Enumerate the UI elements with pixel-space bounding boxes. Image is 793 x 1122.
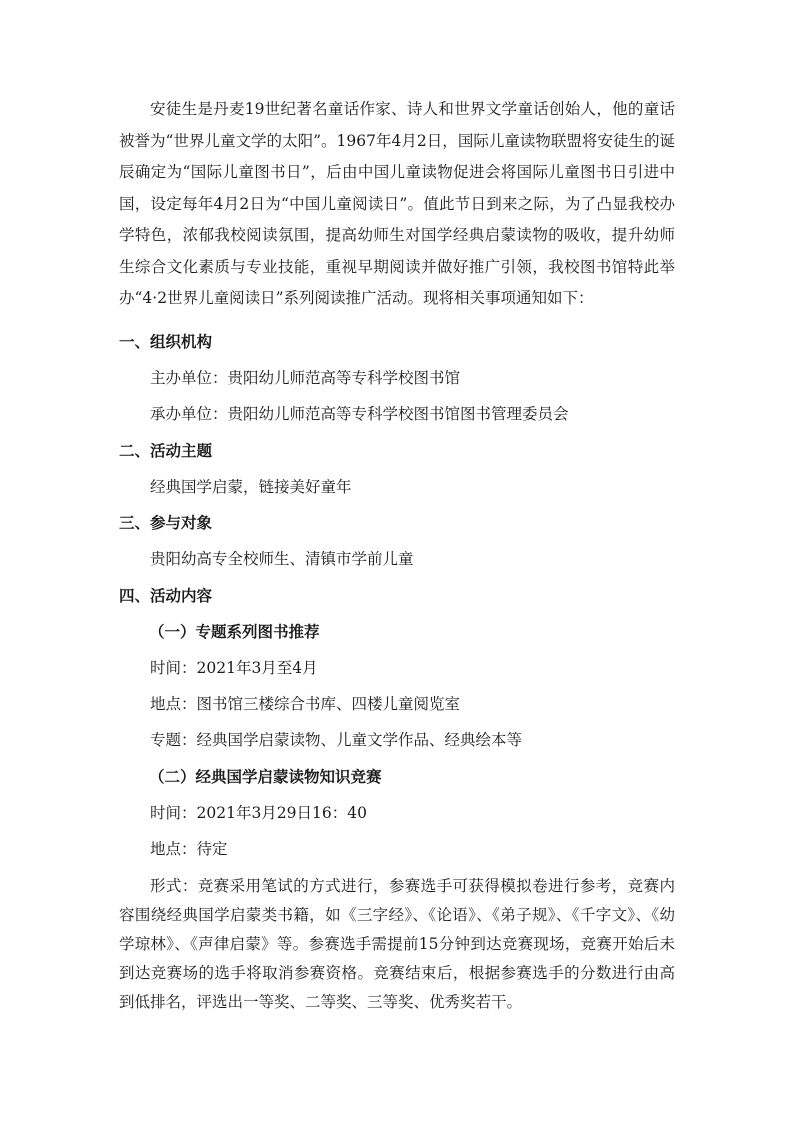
section-heading-theme: 二、活动主题: [119, 442, 213, 460]
organizer-unit: 承办单位：贵阳幼儿师范高等专科学校图书馆图书管理委员会: [150, 405, 569, 423]
host-unit: 主办单位：贵阳幼儿师范高等专科学校图书馆: [150, 369, 461, 387]
sub2-format-paragraph: 形式：竞赛采用笔试的方式进行，参赛选手可获得模拟卷进行参考，竞赛内容围绕经典国学启蒙类书籍，如《三字经》、《论语》、《弟子规》、《千字文》、《幼学琼林》、《声律启蒙》等。参赛选手需提前15分钟到达竞赛现场，竞赛开始后未到达竞赛场的选手将取消参赛资格。竞赛结束后，根据参赛选手的分数进行由高到低排名，评选出一等奖、二等奖、三等奖、优秀奖若干。: [119, 877, 675, 1011]
participants-text: 贵阳幼高专全校师生、清镇市学前儿童: [150, 550, 414, 568]
sub2-place: 地点：待定: [150, 840, 228, 858]
theme-text: 经典国学启蒙，链接美好童年: [150, 478, 352, 496]
sub1-topic: 专题：经典国学启蒙读物、儿童文学作品、经典绘本等: [150, 731, 523, 749]
sub1-time: 时间：2021年3月至4月: [150, 659, 318, 677]
intro-paragraph: 安徒生是丹麦19世纪著名童话作家、诗人和世界文学童话创始人，他的童话被誉为“世界儿童文学的太阳”。1967年4月2日，国际儿童读物联盟将安徒生的诞辰确定为“国际儿童图书日”，后由中国儿童读物促进会将国际儿童图书日引进中国，设定每年4月2日为“中国儿童阅读日”。值此节日到来之际，为了凸显我校办学特色，浓郁我校阅读氛围，提高幼师生对国学经典启蒙读物的吸收，提升幼师生综合文化素质与专业技能，重视早期阅读并做好推广引领，我校图书馆特此举办“4·2世界儿童阅读日”系列阅读推广活动。现将相关事项通知如下：: [119, 100, 675, 307]
subsection-heading-knowledge-contest: （二）经典国学启蒙读物知识竞赛: [149, 768, 382, 786]
sub1-place: 地点：图书馆三楼综合书库、四楼儿童阅览室: [150, 695, 461, 713]
section-heading-org: 一、组织机构: [119, 333, 213, 351]
section-heading-content: 四、活动内容: [119, 587, 213, 605]
sub2-time: 时间：2021年3月29日16：40: [150, 804, 367, 822]
subsection-heading-book-recommendation: （一）专题系列图书推荐: [149, 623, 320, 641]
section-heading-participants: 三、参与对象: [119, 514, 213, 532]
